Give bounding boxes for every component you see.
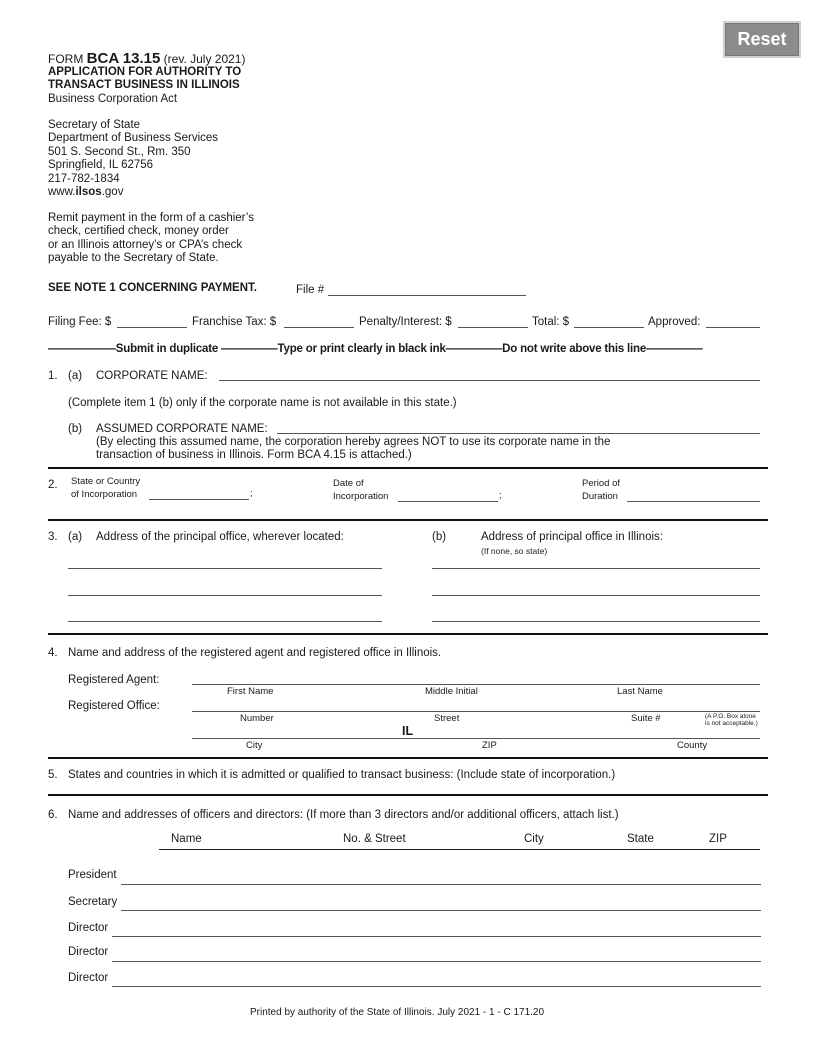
registered-office-field[interactable] bbox=[192, 711, 760, 712]
column-header-zip: ZIP bbox=[709, 833, 727, 845]
period-label-line-2: Duration bbox=[582, 491, 618, 503]
assumed-note-line-2: transaction of business in Illinois. Form BCA 4.15 is attached.) bbox=[96, 449, 412, 462]
payment-line-1: Remit payment in the form of a cashier’s bbox=[48, 212, 255, 224]
payment-line-3: or an Illinois attorney’s or CPA’s check bbox=[48, 238, 243, 251]
officer-row-field[interactable] bbox=[112, 961, 761, 962]
address-line-1: Secretary of State bbox=[48, 119, 141, 131]
semicolon: ; bbox=[250, 488, 253, 499]
illinois-address-line-2[interactable] bbox=[432, 595, 760, 596]
last-name-caption: Last Name bbox=[617, 686, 663, 697]
address-line-3: 501 S. Second St., Rm. 350 bbox=[48, 145, 191, 158]
divider bbox=[48, 467, 768, 469]
address-line-4: Springfield, IL 62756 bbox=[48, 159, 154, 172]
officer-row-field[interactable] bbox=[112, 936, 761, 937]
item2-number: 2. bbox=[48, 479, 58, 491]
registered-office-label: Registered Office: bbox=[68, 700, 160, 712]
officer-row-label: Director bbox=[68, 946, 109, 958]
divider bbox=[48, 794, 768, 796]
city-zip-county-field[interactable] bbox=[192, 738, 760, 739]
illinois-office-note: (If none, so state) bbox=[481, 546, 548, 556]
middle-initial-caption: Middle Initial bbox=[425, 686, 478, 697]
item5-label: States and countries in which it is admitted or qualified to transact business: (Include state of incorporation.) bbox=[68, 769, 616, 781]
franchise-tax-field[interactable] bbox=[284, 327, 354, 328]
officer-row-label: Secretary bbox=[68, 896, 118, 908]
divider bbox=[48, 633, 768, 635]
item5-number: 5. bbox=[48, 769, 58, 781]
column-header-state: State bbox=[627, 833, 654, 845]
title-line-2: TRANSACT BUSINESS IN ILLINOIS bbox=[48, 79, 240, 92]
principal-address-line-3[interactable] bbox=[68, 621, 382, 622]
period-label-line-1: Period of bbox=[582, 478, 621, 489]
column-header-street: No. & Street bbox=[343, 833, 406, 845]
item6-number: 6. bbox=[48, 809, 58, 821]
street-caption: Street bbox=[434, 713, 460, 724]
registered-agent-field[interactable] bbox=[192, 684, 760, 685]
period-of-duration-field[interactable] bbox=[627, 501, 760, 502]
item4-label: Name and address of the registered agent and registered office in Illinois. bbox=[68, 647, 442, 659]
officer-row-field[interactable] bbox=[121, 910, 761, 911]
officer-row-label: President bbox=[68, 869, 117, 881]
total-field[interactable] bbox=[574, 327, 644, 328]
franchise-tax-label: Franchise Tax: $ bbox=[192, 316, 277, 328]
address-line-2: Department of Business Services bbox=[48, 132, 219, 145]
website bbox=[48, 186, 218, 199]
zip-caption: ZIP bbox=[482, 740, 497, 751]
approved-field[interactable] bbox=[706, 327, 760, 328]
payment-line-2: check, certified check, money order bbox=[48, 225, 229, 238]
principal-address-line-1[interactable] bbox=[68, 568, 382, 569]
date-of-incorporation-label bbox=[333, 477, 388, 504]
reset-button[interactable]: Reset bbox=[723, 21, 801, 58]
state-label-line-2: of Incorporation bbox=[71, 489, 138, 501]
filing-fee-label: Filing Fee: $ bbox=[48, 316, 112, 328]
column-header-name: Name bbox=[171, 833, 202, 845]
illinois-office-label: Address of principal office in Illinois: bbox=[481, 531, 663, 543]
assumed-note-line-1: (By electing this assumed name, the corporation hereby agrees NOT to use its corporate name in the bbox=[96, 436, 611, 448]
date-label-line-2: Incorporation bbox=[333, 491, 389, 503]
principal-office-label: Address of the principal office, wherever located: bbox=[96, 531, 344, 543]
registered-agent-label: Registered Agent: bbox=[68, 674, 160, 686]
form-title bbox=[48, 66, 241, 106]
corporate-name-label: CORPORATE NAME: bbox=[96, 370, 208, 382]
po-note-line-2: is not acceptable.) bbox=[705, 720, 758, 728]
title-line-1: APPLICATION FOR AUTHORITY TO bbox=[48, 66, 242, 78]
payment-info bbox=[48, 212, 254, 266]
suite-caption: Suite # bbox=[631, 713, 661, 724]
web-bold: ilsos bbox=[75, 186, 102, 199]
period-of-duration-label bbox=[582, 477, 620, 504]
county-caption: County bbox=[677, 740, 708, 751]
state-of-incorporation-label bbox=[71, 475, 140, 502]
table-header-rule bbox=[159, 849, 760, 850]
state-label-line-1: State or Country bbox=[71, 476, 141, 487]
city-caption: City bbox=[246, 740, 263, 751]
payment-line-4: payable to the Secretary of State. bbox=[48, 252, 219, 265]
assumed-name-label: ASSUMED CORPORATE NAME: bbox=[96, 423, 268, 435]
file-number-field[interactable] bbox=[328, 295, 526, 296]
item1a-marker: (a) bbox=[68, 370, 83, 382]
filing-fee-field[interactable] bbox=[117, 327, 187, 328]
state-il: IL bbox=[402, 724, 414, 738]
web-suffix: .gov bbox=[101, 186, 124, 199]
web-prefix: www. bbox=[48, 186, 76, 199]
item3a-marker: (a) bbox=[68, 531, 83, 543]
officer-row-label: Director bbox=[68, 922, 109, 934]
form-number: BCA 13.15 bbox=[86, 50, 161, 67]
date-of-incorporation-field[interactable] bbox=[398, 501, 498, 502]
instructions-banner: ——————Submit in duplicate —————Type or print clearly in black ink—————Do not write above this line————— bbox=[48, 343, 703, 355]
corporate-name-field[interactable] bbox=[219, 380, 760, 381]
item1-note: (Complete item 1 (b) only if the corporate name is not available in this state.) bbox=[68, 397, 457, 409]
item4-number: 4. bbox=[48, 647, 58, 659]
first-name-caption: First Name bbox=[227, 686, 274, 697]
officer-row-field[interactable] bbox=[121, 884, 761, 885]
state-of-incorporation-field[interactable] bbox=[149, 499, 249, 500]
po-box-note bbox=[705, 713, 758, 727]
item6-label: Name and addresses of officers and directors: (If more than 3 directors and/or additional officers, attach list.) bbox=[68, 809, 619, 821]
form-prefix: FORM bbox=[48, 52, 84, 66]
officer-row-field[interactable] bbox=[112, 986, 761, 987]
sos-address bbox=[48, 119, 218, 199]
penalty-field[interactable] bbox=[458, 327, 528, 328]
date-label-line-1: Date of bbox=[333, 478, 364, 489]
item3-number: 3. bbox=[48, 531, 58, 543]
form-revision: (rev. July 2021) bbox=[163, 52, 246, 66]
payment-note: SEE NOTE 1 CONCERNING PAYMENT. bbox=[48, 282, 257, 294]
officer-row-label: Director bbox=[68, 972, 109, 984]
assumed-name-note bbox=[96, 436, 610, 463]
number-caption: Number bbox=[240, 713, 274, 724]
footer: Printed by authority of the State of Illinois. July 2021 - 1 - C 171.20 bbox=[250, 1007, 545, 1018]
divider bbox=[48, 757, 768, 759]
item1-number: 1. bbox=[48, 370, 58, 382]
item3b-marker: (b) bbox=[432, 531, 447, 543]
principal-address-line-2[interactable] bbox=[68, 595, 382, 596]
semicolon: ; bbox=[499, 490, 502, 501]
penalty-label: Penalty/Interest: $ bbox=[359, 316, 452, 328]
approved-label: Approved: bbox=[648, 316, 701, 328]
address-line-5: 217-782-1834 bbox=[48, 172, 120, 185]
divider bbox=[48, 519, 768, 521]
item1b-marker: (b) bbox=[68, 423, 83, 435]
act-name: Business Corporation Act bbox=[48, 92, 178, 105]
illinois-address-line-1[interactable] bbox=[432, 568, 760, 569]
po-note-line-1: (A P.O. Box alone bbox=[705, 713, 756, 720]
assumed-name-field[interactable] bbox=[277, 433, 760, 434]
total-label: Total: $ bbox=[532, 316, 570, 328]
illinois-address-line-3[interactable] bbox=[432, 621, 760, 622]
file-number-label: File # bbox=[296, 284, 325, 296]
column-header-city: City bbox=[524, 833, 544, 845]
